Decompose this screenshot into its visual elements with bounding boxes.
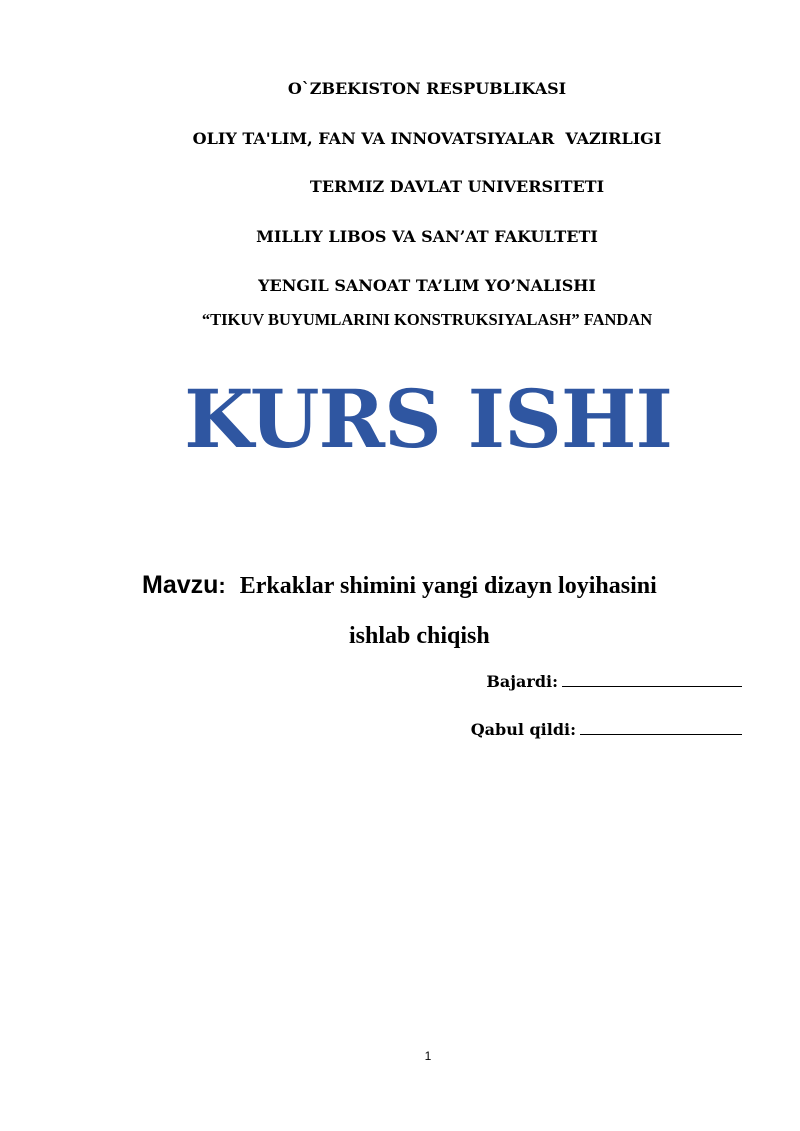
- header-ministry: OLIY TA'LIM, FAN VA INNOVATSIYALAR VAZIRLIGI: [192, 129, 662, 148]
- header-university: TERMIZ DAVLAT UNIVERSITETI: [309, 177, 605, 196]
- topic-line-1: Erkaklar shimini yangi dizayn loyihasini: [239, 573, 657, 599]
- accepted-by-signature-line: [580, 720, 742, 735]
- done-by-row: [486, 672, 742, 691]
- header-country: O`ZBEKISTON RESPUBLIKASI: [287, 79, 567, 98]
- done-by-signature-line: [562, 672, 742, 687]
- topic-label: Mavzu: [142, 571, 219, 599]
- header-subject: “TIKUV BUYUMLARINI KONSTRUKSIYALASH” FANDAN: [201, 310, 653, 329]
- header-faculty: MILLIY LIBOS VA SAN’AT FAKULTETI: [256, 227, 598, 246]
- page-number: 1: [424, 1049, 432, 1063]
- topic-colon: :: [218, 573, 226, 598]
- header-direction: YENGIL SANOAT TA’LIM YO’NALISHI: [258, 276, 596, 295]
- done-by-label: Bajardi:: [486, 672, 558, 691]
- topic-block: [142, 560, 762, 661]
- accepted-by-row: [471, 720, 742, 739]
- document-title: KURS ISHI: [184, 372, 672, 466]
- topic-line-2: ishlab chiqish: [349, 623, 490, 649]
- accepted-by-label: Qabul qildi:: [470, 720, 576, 739]
